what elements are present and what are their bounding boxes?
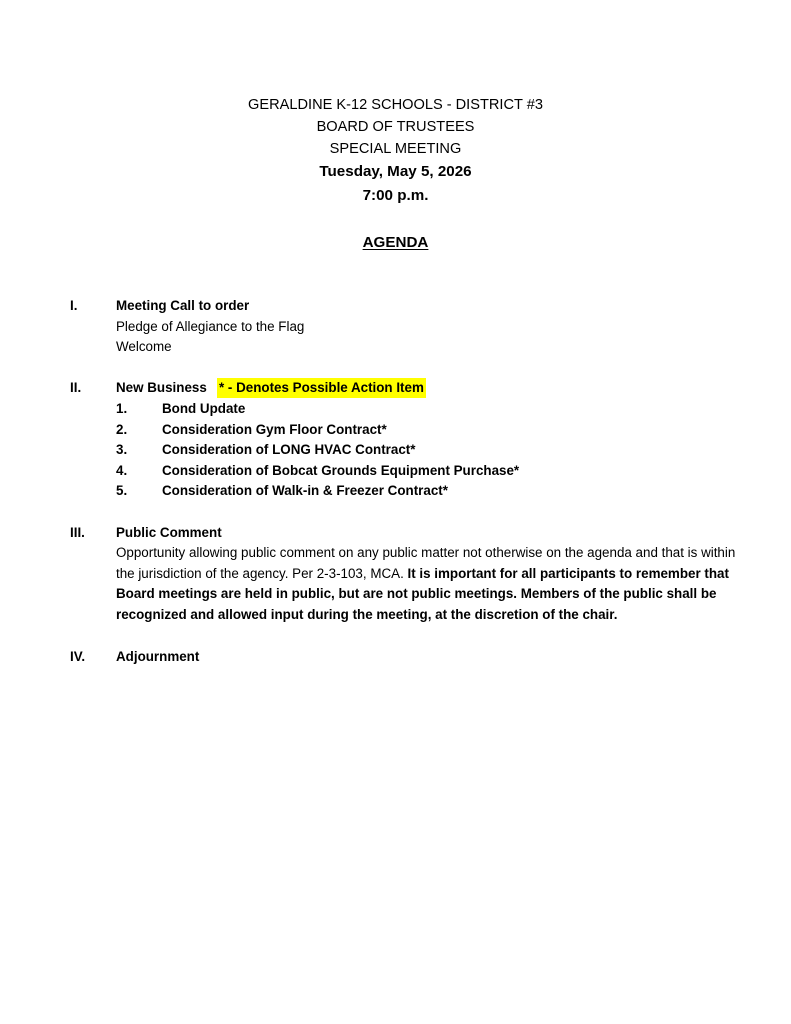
section-call-to-order — [0, 296, 791, 360]
item-number: 3. — [116, 442, 128, 457]
board-name: BOARD OF TRUSTEES — [316, 119, 475, 135]
action-item-note: * - Denotes Possible Action Item — [217, 378, 426, 398]
meeting-time: 7:00 p.m. — [362, 187, 429, 204]
meeting-type: SPECIAL MEETING — [329, 141, 462, 157]
public-comment-bold: It is important for all participants to remember that Board meetings are held in public, but are not public meetings. Members of the public shall be recognized and allowed input during the meeting, at the discretion of the chair. — [116, 565, 729, 622]
section-new-business — [0, 378, 791, 502]
list-item — [0, 461, 791, 481]
public-comment-text — [116, 543, 752, 625]
item-text: Consideration of LONG HVAC Contract* — [162, 442, 416, 457]
section-numeral: IV. — [70, 649, 86, 664]
section-title: Adjournment — [116, 649, 200, 664]
section-title: Public Comment — [116, 525, 222, 540]
agenda-heading — [0, 232, 791, 254]
list-item — [0, 420, 791, 440]
list-item — [0, 440, 791, 460]
section-numeral: III. — [70, 525, 85, 540]
item-number: 5. — [116, 483, 128, 498]
document-header — [0, 94, 791, 208]
section-title: New Business — [116, 380, 207, 395]
section-numeral: II. — [70, 380, 82, 395]
item-text: Consideration of Bobcat Grounds Equipment Purchase* — [162, 462, 520, 478]
item-text: Consideration Gym Floor Contract* — [162, 421, 387, 437]
item-text: Bond Update — [162, 401, 246, 416]
item-number: 4. — [116, 462, 128, 478]
section-numeral: I. — [70, 298, 78, 313]
welcome-line: Welcome — [116, 339, 172, 354]
public-comment-plain: Opportunity allowing public comment on any public matter not otherwise on the agenda and that is within the jurisdiction of the agency. Per 2-3-103, MCA. — [116, 545, 736, 581]
meeting-date: Tuesday, May 5, 2026 — [319, 163, 472, 180]
agenda-heading-text: AGENDA — [362, 234, 429, 251]
item-number: 1. — [116, 401, 128, 416]
item-number: 2. — [116, 421, 128, 437]
item-text: Consideration of Walk-in & Freezer Contract* — [162, 483, 448, 498]
list-item — [0, 481, 791, 501]
list-item — [0, 399, 791, 419]
section-title: Meeting Call to order — [116, 298, 250, 313]
section-public-comment — [0, 523, 791, 627]
section-adjournment — [0, 647, 791, 669]
district-name: GERALDINE K-12 SCHOOLS - DISTRICT #3 — [248, 97, 543, 113]
pledge-line: Pledge of Allegiance to the Flag — [116, 319, 305, 334]
